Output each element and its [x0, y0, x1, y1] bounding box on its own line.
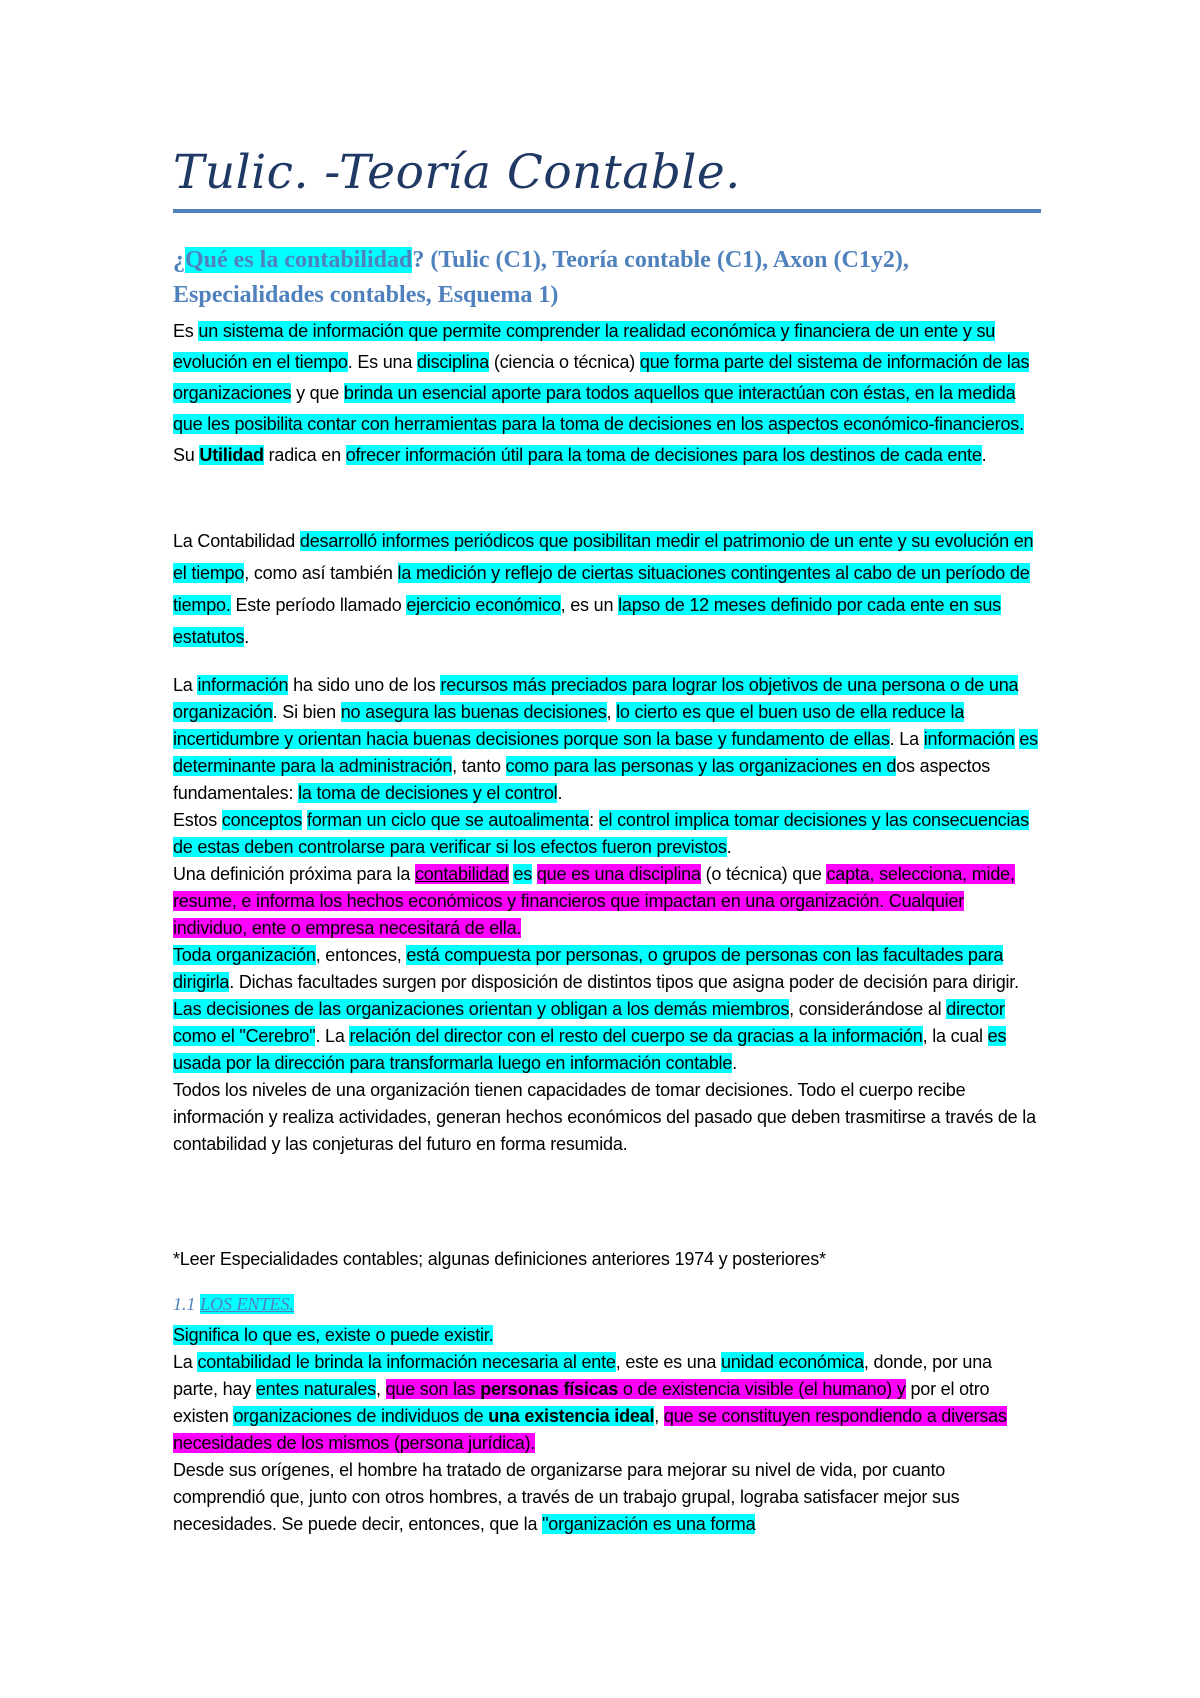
text: .	[244, 627, 250, 647]
paragraph-definition	[173, 316, 1041, 471]
text: os aspectos fundamentales:	[173, 756, 991, 803]
highlight: brinda un esencial aporte para todos aquellos que interactúan con éstas, en la medida que les posibilita contar con herramientas para la toma de decisiones en los aspectos económico-financieros.	[173, 383, 1024, 434]
highlight: el control implica tomar decisiones y las consecuencias de estas deben controlarse para verificar si los efectos fueron previstos	[173, 810, 1029, 857]
section-label: LOS ENTES.	[200, 1294, 295, 1314]
text: . Si bien	[272, 702, 341, 722]
highlight: "organización es una forma	[542, 1514, 756, 1534]
highlight: un sistema de información que permite comprender la realidad económica y financiera de un ente y su evolución en el tiempo	[173, 321, 996, 372]
highlight: está compuesta por personas, o grupos de personas con las facultades para dirigirla	[173, 945, 1004, 992]
text: , es un	[560, 595, 619, 615]
text: La	[173, 675, 198, 695]
heading-prefix: ¿	[173, 247, 185, 273]
highlight: información	[923, 729, 1015, 749]
text: ,	[654, 1406, 664, 1426]
text: ,	[606, 702, 617, 722]
text: y que	[291, 383, 344, 403]
highlight: organizaciones de individuos de	[233, 1406, 489, 1426]
document-title: Tulic. -Teoría Contable.	[173, 145, 741, 200]
text: . Dichas facultades surgen por disposición de distintos tipos que asigna poder de decisión para dirigir.	[229, 972, 1019, 992]
text: Desde sus orígenes, el hombre ha tratado de organizarse para mejorar su nivel de vida, por cuanto comprendió que, junto con otros hombres, a través de un trabajo grupal, lograba satisfacer mejor sus necesidades. Se puede decir, entonces, que la	[173, 1460, 960, 1534]
highlight: recursos más preciados para lograr los objetivos de una persona o de una organización	[173, 675, 1019, 722]
text: .	[981, 445, 987, 465]
text: , considerándose al	[789, 999, 947, 1019]
text: , donde, por una parte, hay	[173, 1352, 992, 1399]
title-underline-rule	[173, 209, 1041, 213]
text: .	[557, 783, 563, 803]
highlight: director como el "Cerebro"	[173, 999, 1005, 1046]
text: , tanto	[452, 756, 506, 776]
highlight: es	[513, 864, 533, 884]
highlight-magenta: que es una disciplina	[536, 864, 701, 884]
highlight: información	[197, 675, 289, 695]
text: Su	[173, 445, 200, 465]
text: . La	[315, 1026, 350, 1046]
highlight-magenta: contabilidad	[414, 864, 509, 884]
text: .	[732, 1053, 737, 1073]
highlight: como para las personas y las organizaciones en d	[505, 756, 897, 776]
highlight: entes naturales	[255, 1379, 376, 1399]
text: . La	[889, 729, 924, 749]
text: :	[589, 810, 599, 830]
highlight-magenta: o de existencia visible (el humano) y	[618, 1379, 906, 1399]
section-heading	[173, 243, 1041, 313]
highlight: es	[1019, 729, 1038, 749]
highlight: disciplina	[416, 352, 490, 372]
highlight: lo cierto es que el buen uso de ella reduce la incertidumbre y orientan hacia buenas decisiones porque son la base y fundamento de ellas	[173, 702, 965, 749]
text: Estos	[173, 810, 222, 830]
highlight: la toma de decisiones y el control	[298, 783, 558, 803]
text: , la cual	[922, 1026, 988, 1046]
paragraph-informacion	[173, 672, 1041, 1158]
paragraph-entes	[173, 1322, 1041, 1538]
text: ,	[375, 1379, 386, 1399]
highlight: ofrecer información útil para la toma de decisiones para los destinos de cada ente	[345, 445, 982, 465]
text: La	[173, 1352, 198, 1372]
section-number: 1.1	[173, 1294, 196, 1314]
highlight: relación del director con el resto del cuerpo se da gracias a la información	[349, 1026, 923, 1046]
highlight: lapso de 12 meses definido por cada ente en sus estatutos	[173, 595, 1001, 647]
highlight: Significa lo que es, existe o puede existir.	[173, 1325, 494, 1345]
highlight-magenta: que se constituyen respondiendo a diversas necesidades de los mismos (persona jurídica).	[173, 1406, 1007, 1453]
highlight: que forma parte del sistema de información de las organizaciones	[173, 352, 1030, 403]
text: Una definición próxima para la	[173, 864, 415, 884]
highlight: ejercicio económico	[406, 595, 561, 615]
highlight: Toda organización	[173, 945, 316, 965]
text: . Es una	[347, 352, 417, 372]
highlight: conceptos	[221, 810, 303, 830]
highlight-bold: una existencia ideal	[488, 1406, 655, 1426]
text: (ciencia o técnica)	[489, 352, 640, 372]
paragraph-contabilidad	[173, 525, 1041, 653]
highlight-bold: Utilidad	[199, 445, 264, 465]
highlight: la medición y reflejo de ciertas situaciones contingentes al cabo de un período de tiempo.	[173, 563, 1030, 615]
text: .	[726, 837, 732, 857]
text: por el otro existen	[173, 1379, 990, 1426]
text: , este es una	[615, 1352, 721, 1372]
text: Todos los niveles de una organización tienen capacidades de tomar decisiones. Todo el cuerpo recibe información y realiza actividades, generan hechos económicos del pasado que deben trasmitirse a través de la contabilidad y las conjeturas del futuro en forma resumida.	[173, 1080, 1036, 1154]
highlight: contabilidad le brinda la información necesaria al ente	[197, 1352, 616, 1372]
section-1-1-heading	[173, 1291, 294, 1318]
heading-text: ? (Tulic (C1), Teoría contable (C1), Axon (C1y2), Especialidades contables, Esquema 1)	[173, 247, 909, 308]
highlight: unidad económica	[721, 1352, 864, 1372]
text: , como así también	[244, 563, 398, 583]
reading-note: *Leer Especialidades contables; algunas definiciones anteriores 1974 y posteriores*	[173, 1249, 826, 1269]
text: radica en	[263, 445, 346, 465]
highlight-magenta: que son las	[385, 1379, 481, 1399]
highlight: es usada por la dirección para transformarla luego en información contable	[173, 1026, 1007, 1073]
highlight: determinante para la administración	[173, 756, 453, 776]
text: La Contabilidad	[173, 531, 300, 551]
text: Es	[173, 321, 199, 341]
highlight: no asegura las buenas decisiones	[340, 702, 607, 722]
highlight-magenta: capta, selecciona, mide, resume, e informa los hechos económicos y financieros que impactan en una organización. Cualquier individuo, ente o empresa necesitará de ella.	[173, 864, 1015, 938]
text: ha sido uno de los	[288, 675, 441, 695]
highlight: desarrolló informes periódicos que posibilitan medir el patrimonio de un ente y su evolución en el tiempo	[173, 531, 1034, 583]
text: Este período llamado	[230, 595, 407, 615]
highlight-magenta-bold: personas físicas	[480, 1379, 619, 1399]
highlight: forman un ciclo que se autoalimenta	[306, 810, 590, 830]
text: , entonces,	[315, 945, 407, 965]
text: (o técnica) que	[700, 864, 827, 884]
heading-highlight: Qué es la contabilidad	[185, 247, 413, 273]
highlight: Las decisiones de las organizaciones orientan y obligan a los demás miembros	[173, 999, 790, 1019]
